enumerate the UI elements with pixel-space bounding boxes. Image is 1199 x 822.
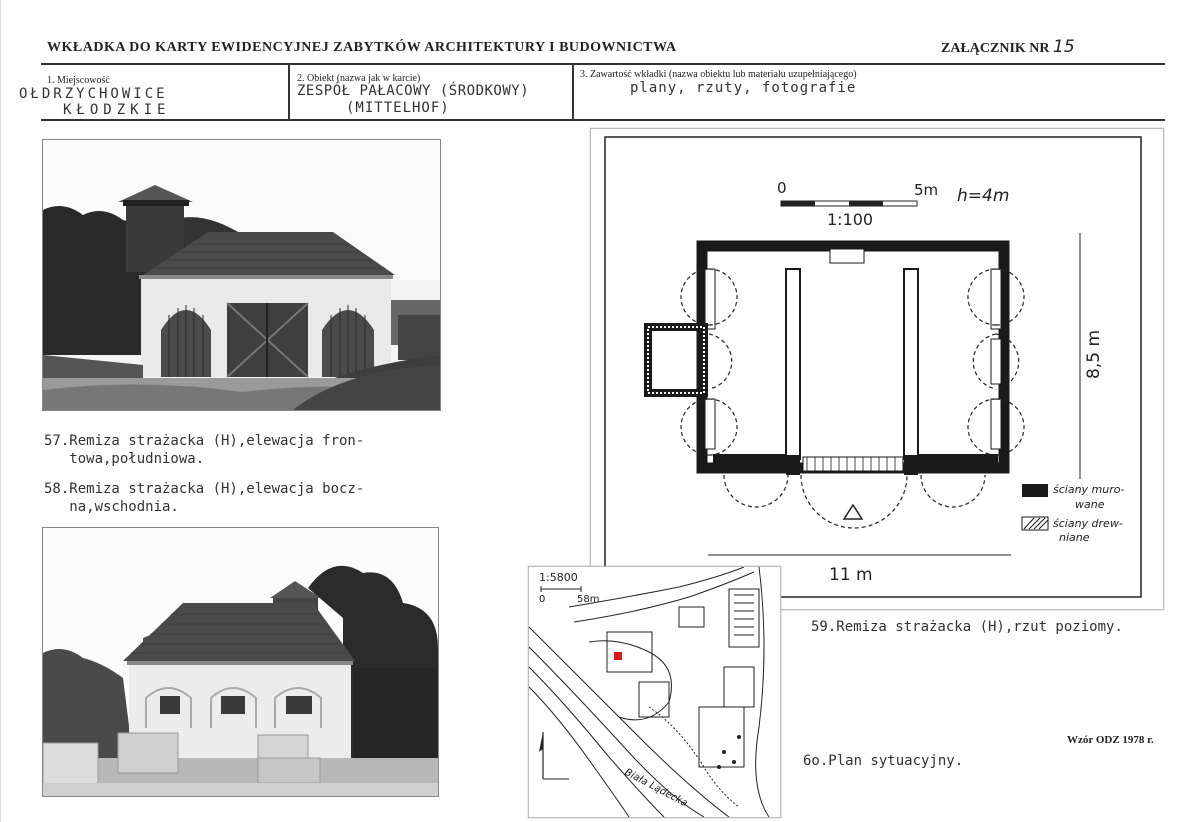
caption-58-line1: 58.Remiza strażacka (H),elewacja bocz- xyxy=(44,481,365,497)
floor-plan-drawing xyxy=(591,129,1163,609)
legend-masonry-line2: wane xyxy=(1075,498,1105,511)
plan-height-note: h=4m xyxy=(957,186,1010,206)
place-value-line1: OŁDRZYCHOWICE xyxy=(19,86,168,102)
legend-wood-line1: ściany drew- xyxy=(1053,517,1123,530)
object-value-line2: (MITTELHOF) xyxy=(346,100,450,116)
plan-dim-vertical: 8,5 m xyxy=(1084,330,1104,379)
site-scale-start: 0 xyxy=(539,594,546,605)
caption-59: 59.Remiza strażacka (H),rzut poziomy. xyxy=(811,619,1123,635)
plan-scale-start: 0 xyxy=(777,179,787,197)
caption-57 xyxy=(44,432,364,468)
plan-scale-ratio: 1:100 xyxy=(827,210,874,229)
caption-57-line1: 57.Remiza strażacka (H),elewacja fron- xyxy=(44,433,365,449)
content-label: 3. Zawartość wkładki (nazwa obiektu lub materiału uzupełniającego) xyxy=(580,69,857,80)
annex-number xyxy=(941,37,1075,57)
annex-number-value: 15 xyxy=(1053,37,1075,57)
caption-60: 6o.Plan sytuacyjny. xyxy=(803,753,964,769)
site-plan-sheet xyxy=(528,566,781,818)
place-label: 1. Miejscowość xyxy=(47,75,110,86)
object-value-line1: ZESPÓŁ PAŁACOWY (ŚRODKOWY) xyxy=(297,83,530,99)
template-note: Wzór ODZ 1978 r. xyxy=(1067,734,1154,746)
place-value-line2: KŁODZKIE xyxy=(63,102,171,118)
plan-dim-horizontal: 11 m xyxy=(829,565,873,585)
caption-58 xyxy=(44,480,364,516)
floor-plan-sheet xyxy=(590,128,1164,610)
photo-front-elevation xyxy=(42,139,441,411)
caption-58-line2: na,wschodnia. xyxy=(44,499,179,515)
header-rule-top xyxy=(41,63,1165,65)
site-street-name: Biała Lądecka xyxy=(622,766,690,810)
caption-57-line2: towa,południowa. xyxy=(44,451,205,467)
card-title: WKŁADKA DO KARTY EWIDENCYJNEJ ZABYTKÓW ARCHITEKTURY I BUDOWNICTWA xyxy=(47,40,677,55)
legend-masonry-line1: ściany muro- xyxy=(1053,483,1125,496)
site-scale-end: 58m xyxy=(577,594,600,605)
site-plan-drawing xyxy=(529,567,780,817)
header-rule-bottom xyxy=(41,119,1165,121)
object-label: 2. Obiekt (nazwa jak w karcie) xyxy=(297,73,421,84)
site-scale-ratio: 1:5800 xyxy=(539,571,578,584)
plan-scale-end: 5m xyxy=(914,181,939,199)
annex-label: ZAŁĄCZNIK NR xyxy=(941,41,1050,56)
field-divider-2 xyxy=(572,63,574,121)
site-fire-station-marker xyxy=(614,652,622,660)
field-divider-1 xyxy=(288,63,290,121)
legend-wood-line2: niane xyxy=(1059,531,1090,544)
content-value: plany, rzuty, fotografie xyxy=(630,80,857,96)
photo-side-elevation xyxy=(42,527,439,797)
